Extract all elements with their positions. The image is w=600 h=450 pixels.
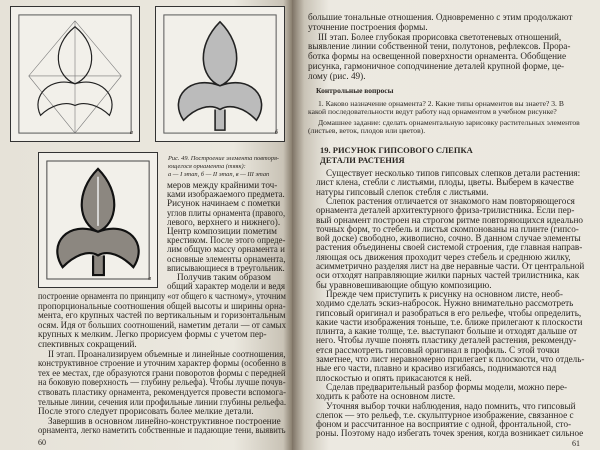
figure-49a bbox=[10, 6, 140, 142]
text-line: Сделав предварительный разбор формы модели, можно пере- bbox=[326, 381, 568, 392]
questions-title: Контрольные вопросы bbox=[316, 86, 394, 95]
text-line: заметнее, что лист неравномерно прилегает к плоскости, что отдель- bbox=[316, 354, 585, 364]
text-line: III этап. Более глубокая прорисовка светотеневых отношений, bbox=[318, 31, 562, 42]
text-line: бы уравновешивающие общую композицию. bbox=[316, 279, 492, 290]
text-line: построение орнамента по принципу «от общего к частному», уточним bbox=[38, 291, 286, 301]
text-line: какие части изображения тоньше, т.е. ближе прилегают к плоскости bbox=[316, 316, 583, 327]
text-line: натуры гипсовый слепок стебля с листьями. bbox=[316, 186, 489, 197]
page-number: 61 bbox=[572, 439, 580, 448]
text-line: Слепок растения отличается от знакомого нам повторяющегося bbox=[326, 195, 575, 206]
section-title-line: ДЕТАЛИ РАСТЕНИЯ bbox=[320, 155, 405, 165]
text-line: (листьев, веток, плодов или цветов). bbox=[308, 126, 426, 136]
text-line: вый орнамент построен на строгом ритме повторяющихся идеально bbox=[316, 214, 583, 225]
text-line: него. Чтобы лучше понять пластику деталей растения, рекоменду- bbox=[316, 335, 577, 346]
text-line: крестиком. После этого опреде- bbox=[167, 235, 286, 246]
section-title-line: 19. РИСУНОК ГИПСОВОГО СЛЕПКА bbox=[320, 145, 473, 155]
text-line: выявление линии собственной тени, полутонов, рефлексов. Прора- bbox=[308, 41, 571, 52]
caption-line: а — I этап, б — II этап, в — III этап bbox=[168, 171, 270, 178]
text-line: точных форм, то стебель и листья скомпонованы на плинте (гипсо- bbox=[316, 223, 579, 234]
caption-line: ющегося орнамента (тяяк): bbox=[168, 163, 246, 170]
text-line: гипсовый оригинал и разобраться в его рельефе, чтобы определить, bbox=[316, 307, 582, 318]
text-line: ходить к работе на основном листе. bbox=[316, 391, 456, 402]
text-line: фоном и рассчитанное на восприятие с одной, фронтальной, сто- bbox=[316, 419, 572, 430]
text-line: ствовать пластику орнамента, рекомендуется провести вспомога- bbox=[38, 387, 286, 397]
text-line: Центр композиции пометим bbox=[167, 226, 277, 236]
text-line: меров между крайними точ- bbox=[167, 180, 278, 190]
text-line: плинта, а какие толще, т.е. выступают больше и отходят дальше от bbox=[316, 326, 578, 337]
text-line: ляющая ось движения проходит через стебель и среднюю жилку, bbox=[316, 251, 571, 262]
left-page bbox=[0, 0, 292, 450]
text-line: левого, верхнего и нижнего). bbox=[167, 216, 281, 227]
text-line: ками изображаемого предмета. bbox=[167, 189, 285, 200]
text-line: большие тональные отношения. Одновременно с этим продолжают bbox=[308, 12, 573, 22]
text-line: Получив таким образом bbox=[177, 272, 271, 282]
text-line: вписывающиеся в треугольник. bbox=[167, 262, 285, 273]
text-line: плоскостью и опять прикасаются к ней. bbox=[316, 372, 472, 383]
text-line: тельные линии, сечения или профильные линии глубины рельефа. bbox=[38, 396, 287, 407]
text-line: Уточняя выбор точки наблюдения, надо помнить, что гипсовый bbox=[326, 400, 576, 411]
text-line: II этап. Проанализируем объемные и линейные соотношения, bbox=[48, 348, 286, 359]
text-line: рисунка, гармоничное соподчинение деталей крупной форме, це- bbox=[308, 61, 565, 71]
text-line: основные элементы орнамента, bbox=[167, 253, 286, 264]
text-line: орнамента, легко наметить собственные и падающие тени, выявить bbox=[38, 425, 286, 436]
text-line: тех ее местах, где образуются грани поворотов формы с передней bbox=[38, 367, 286, 378]
text-line: осям. Идя от больших соотношений, наметим детали — от самых bbox=[38, 319, 287, 330]
text-line: общий характер модели и ведя bbox=[167, 281, 286, 292]
figure-49b bbox=[155, 6, 285, 142]
text-line: уточнение построения формы. bbox=[308, 21, 428, 32]
text-line: асимметрично разделяя лист на две неравные части. От центральной bbox=[316, 261, 585, 271]
text-line: Существует несколько типов гипсовых слепков детали растения: bbox=[326, 168, 581, 178]
text-line: лист клена, стебли с листьями, плоды, цветы. Выберем в качестве bbox=[316, 177, 574, 188]
figure-49c bbox=[38, 152, 158, 288]
page-number: 60 bbox=[38, 438, 46, 447]
text-line: орнамента деталей архитектурного фриза-трилистника. Если пер- bbox=[316, 205, 575, 216]
text-line: спективных сокращений. bbox=[38, 339, 137, 349]
text-line: мента, его крупных частей по вертикальным и горизонтальным bbox=[38, 310, 286, 321]
text-line: слепок — это рельеф, т.е. скульптурное изображение, связанное с bbox=[316, 409, 574, 420]
text-line: роны. Поэтому надо избегать точек зрения, когда возникает сильное bbox=[316, 428, 584, 439]
right-page bbox=[292, 0, 600, 450]
text-line: на боковую поверхность — глубину рельефа). Чтобы лучше почув- bbox=[38, 377, 286, 388]
text-line: углов плиты орнамента (правого, bbox=[167, 207, 286, 218]
text-line: Рисунок начинаем с пометки bbox=[167, 198, 281, 209]
text-line: После этого следует прорисовать более мелкие детали. bbox=[38, 406, 254, 417]
figure-label: б bbox=[274, 129, 278, 136]
text-line: ботка формы на освещенной поверхности орнамента. Обобщение bbox=[308, 51, 567, 62]
text-line: крупных к мелким. Легко прорисуем формы с учетом пер- bbox=[38, 329, 267, 340]
figure-label: в bbox=[148, 275, 151, 282]
text-line: ется рассмотреть гипсовый оригинал в профиль. С этой точки bbox=[316, 344, 560, 355]
text-line: ходимо сделать эскиз-набросок. Нужно внимательно рассмотреть bbox=[316, 298, 574, 309]
text-line: растения объединены своей системой строения, где главная направ- bbox=[316, 242, 583, 253]
figure-label: а bbox=[129, 129, 133, 136]
text-line: ные его части, плавно и красиво изгибаясь, поднимаются над bbox=[316, 363, 557, 374]
text-line: какой последовательности ведут работу над орнаментом в учебном рисунке? bbox=[308, 107, 557, 117]
text-line: Завершив в основном линейно-конструктивное построение bbox=[48, 415, 281, 426]
text-line: 1. Каково назначение орнамента? 2. Какие типы орнаментов вы знаете? 3. В bbox=[318, 99, 564, 108]
text-line: Прежде чем приступить к рисунку на основном листе, необ- bbox=[326, 288, 563, 299]
text-line: оси отходят направляющие жилки парных частей трилистника, как bbox=[316, 270, 580, 281]
caption-line: Рис. 49. Построение элемента повторя- bbox=[168, 155, 280, 162]
text-line: конструктивное строение и уточним характер формы (особенно в bbox=[38, 358, 286, 369]
text-line: Домашнее задание: сделать орнаментальную зарисовку растительных элементов bbox=[318, 118, 580, 127]
text-line: пропорциональные соотношения общей высоты и ширины орна- bbox=[38, 300, 286, 311]
text-line: вой доске) свободно, живописно, сочно. В данном случае элементы bbox=[316, 233, 581, 244]
text-line: лому (рис. 49). bbox=[308, 70, 366, 81]
text-line: лим общую массу орнамента и bbox=[167, 244, 285, 255]
